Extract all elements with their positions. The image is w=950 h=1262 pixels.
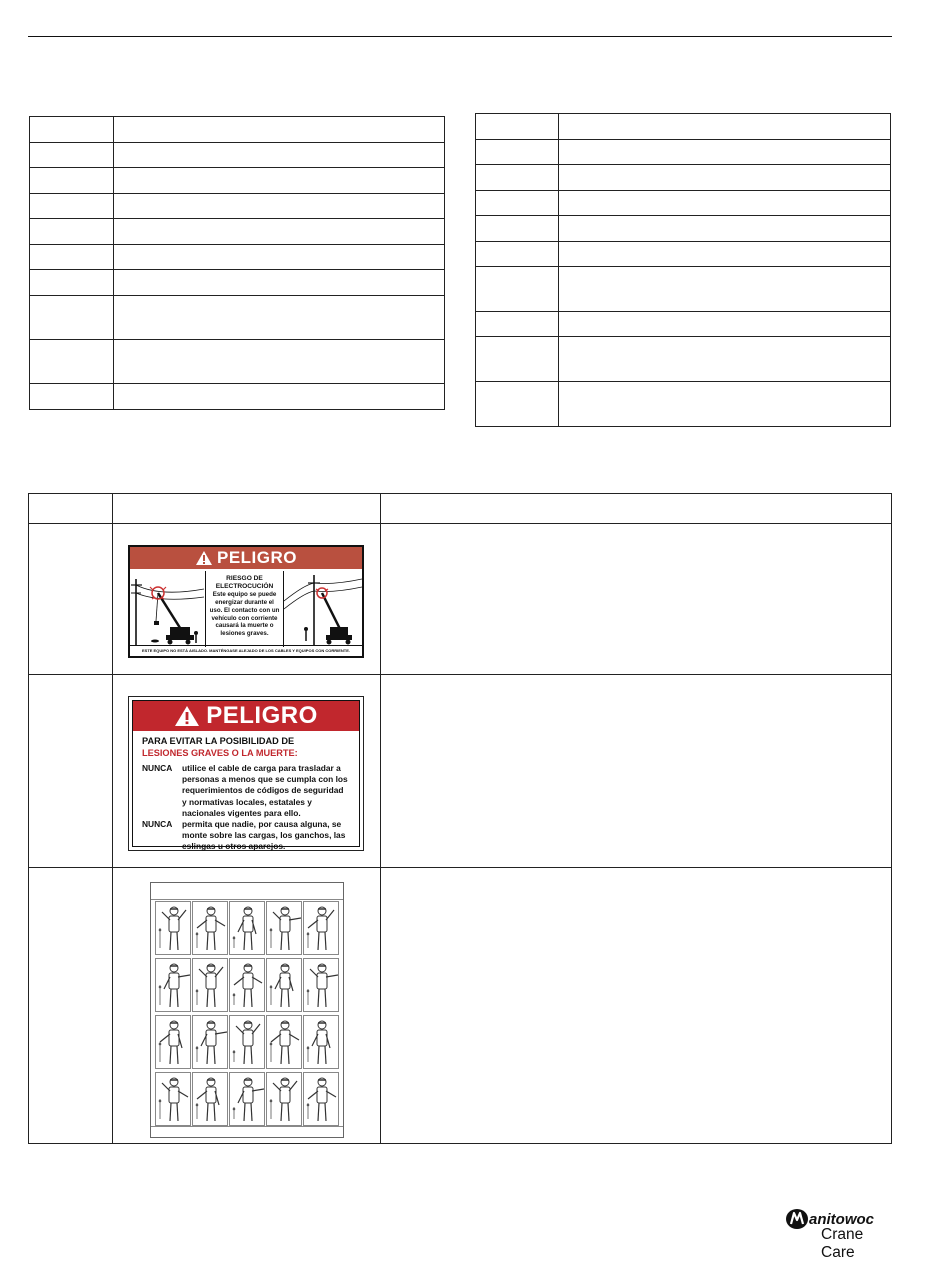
hand-signal-figure	[266, 901, 302, 955]
table-row	[476, 216, 891, 242]
hand-signal-figure	[155, 958, 191, 1012]
crane-powerline-illustration-right	[284, 571, 362, 647]
top-right-table	[475, 113, 891, 427]
table-header-row	[29, 494, 892, 524]
rule-text-line: nacionales vigentes para ello.	[182, 807, 301, 818]
manitowoc-crane-care-logo	[785, 1208, 890, 1261]
danger-banner-text: PELIGRO	[216, 548, 297, 567]
rule-label: NUNCA	[142, 763, 173, 774]
personnel-load-danger-decal	[128, 696, 364, 851]
table-row	[30, 340, 445, 384]
rule-text-line: y normativas locales, estatales y	[182, 796, 312, 807]
table-row	[476, 267, 891, 312]
decal-footer-text: ESTE EQUIPO NO ESTÁ AISLADO. MANTÉNGASE ALEJADO DE LOS CABLES Y EQUIPOS CON CORRIENTE.	[130, 645, 362, 656]
hazard-text-line: Este equipo se puede	[212, 591, 277, 599]
hand-signal-figure	[266, 1015, 302, 1069]
crane-care-text: Crane Care	[821, 1226, 864, 1261]
warning-triangle-icon	[174, 705, 200, 727]
rule-text-line: requerimientos de códigos de seguridad	[182, 785, 344, 796]
electrocution-warning-text	[206, 571, 284, 647]
table-row	[30, 270, 445, 296]
header-cell	[113, 494, 381, 524]
hazard-text-line: lesiones graves.	[220, 630, 269, 638]
hand-signal-figure	[229, 1072, 265, 1126]
hazard-text-line: vehículo con corriente	[211, 614, 278, 622]
table-row	[30, 219, 445, 245]
hand-signal-figure	[192, 958, 228, 1012]
hand-signal-figure	[303, 1072, 339, 1126]
table-row	[30, 384, 445, 410]
table-row	[476, 337, 891, 382]
decal-rule	[142, 763, 351, 818]
hand-signal-figure	[155, 901, 191, 955]
hazard-title-line: ELECTROCUCIÓN	[215, 583, 274, 591]
decal-heading-warning: LESIONES GRAVES O LA MUERTE:	[142, 748, 298, 759]
table-row	[30, 296, 445, 340]
table-row	[476, 382, 891, 427]
table-row	[476, 312, 891, 337]
hand-signal-figure	[155, 1072, 191, 1126]
hand-signal-chart	[150, 882, 344, 1138]
danger-banner	[130, 547, 362, 569]
decal-rule	[142, 819, 351, 852]
table-row	[30, 245, 445, 270]
hand-signal-figure	[192, 901, 228, 955]
hand-signal-figure	[266, 1072, 302, 1126]
warning-triangle-icon	[195, 550, 213, 566]
rule-label: NUNCA	[142, 818, 173, 829]
header-rule	[28, 36, 892, 37]
hazard-text-line: causará la muerte o	[215, 622, 274, 630]
table-row	[30, 143, 445, 168]
header-cell	[381, 494, 892, 524]
rule-text-line: permita que nadie, por causa alguna, se	[182, 818, 342, 829]
danger-banner-text: PELIGRO	[206, 702, 318, 729]
table-row	[30, 194, 445, 219]
hand-signal-figure	[303, 1015, 339, 1069]
crane-powerline-illustration-left	[130, 571, 206, 647]
hand-signal-figure	[192, 1072, 228, 1126]
rule-text-line: utilice el cable de carga para trasladar a	[182, 763, 341, 774]
table-row	[476, 242, 891, 267]
table-row	[30, 168, 445, 194]
hand-signal-figure	[229, 901, 265, 955]
rule-text-line: personas a menos que se cumpla con los	[182, 774, 348, 785]
hand-signal-figure	[303, 958, 339, 1012]
table-row	[476, 114, 891, 140]
table-row	[476, 140, 891, 165]
hand-signal-figure	[229, 1015, 265, 1069]
hand-signal-figure	[155, 1015, 191, 1069]
hazard-title-line: RIESGO DE	[226, 575, 263, 582]
decal-heading: PARA EVITAR LA POSIBILIDAD DE	[142, 736, 295, 746]
hazard-text-line: uso. El contacto con un	[209, 606, 280, 614]
electrocution-danger-decal	[128, 545, 364, 658]
table-row	[476, 165, 891, 191]
danger-banner	[133, 701, 359, 731]
hand-signal-figure	[192, 1015, 228, 1069]
rule-text-line: monte sobre las cargas, los ganchos, las	[182, 829, 346, 840]
svg-text:anitowoc: anitowoc	[809, 1211, 875, 1228]
rule-text-line: eslingas u otros aparejos.	[182, 840, 286, 851]
hand-signal-figure	[229, 958, 265, 1012]
hazard-text-line: energizar durante el	[215, 599, 274, 607]
hand-signal-chart-header	[151, 883, 343, 900]
header-cell	[29, 494, 113, 524]
top-left-table	[29, 116, 445, 410]
table-row	[30, 117, 445, 143]
hand-signal-figure	[266, 958, 302, 1012]
hand-signal-figure	[303, 901, 339, 955]
table-row	[476, 191, 891, 216]
